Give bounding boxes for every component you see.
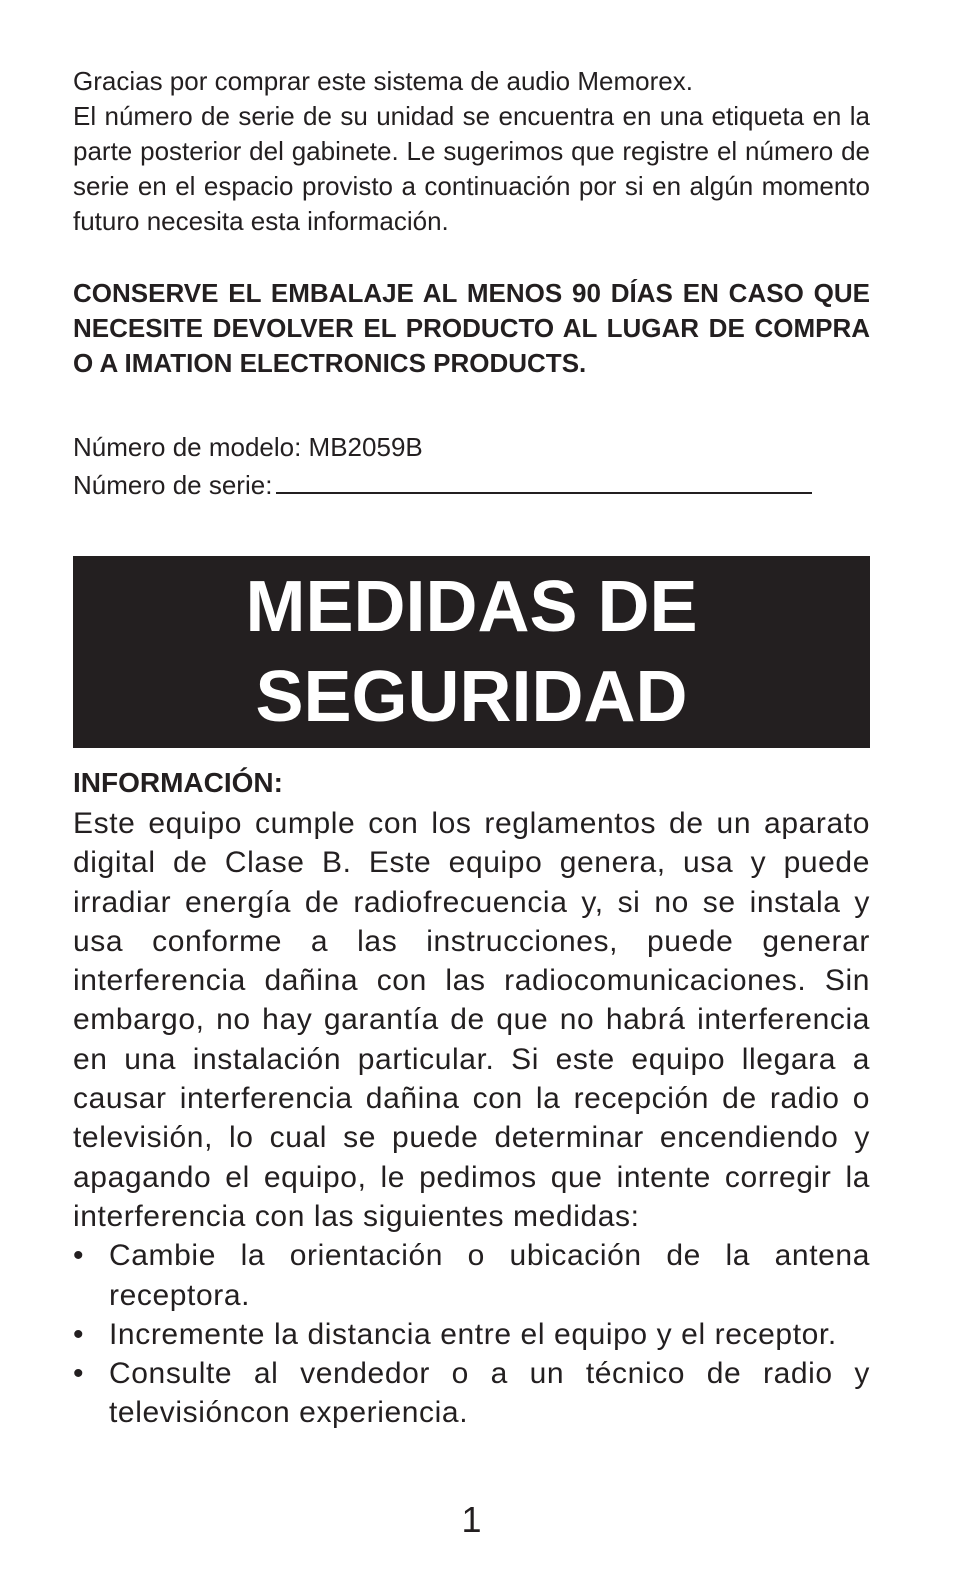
list-item <box>73 1315 870 1354</box>
bullet-icon: • <box>73 1357 85 1391</box>
list-item-text: Cambie la orientación o ubicación de la antena receptora. <box>109 1239 870 1312</box>
serial-number-label: Número de serie: <box>73 470 273 500</box>
info-heading: INFORMACIÓN: <box>73 767 283 798</box>
list-item <box>73 1236 870 1315</box>
banner-line-1: MEDIDAS DE <box>245 567 698 647</box>
info-body <box>73 804 870 1433</box>
list-item-text: Incremente la distancia entre el equipo y el receptor. <box>109 1317 837 1351</box>
safety-banner <box>73 556 870 748</box>
model-number-line: Número de modelo: MB2059B <box>73 432 423 462</box>
intro-section <box>73 64 870 239</box>
serial-number-instructions: El número de serie de su unidad se encuentra en una etiqueta en la parte posterior del gabinete. Le sugerimos que registre el número de serie en el espacio provisto a continuación por si en algún momento futuro necesita esta información. <box>73 101 870 236</box>
list-item-text: Consulte al vendedor o a un técnico de radio y televisióncon experiencia. <box>109 1357 870 1430</box>
serial-number-line <box>73 466 870 504</box>
measures-list <box>73 1236 870 1432</box>
page-number: 1 <box>461 1499 482 1540</box>
list-item <box>73 1354 870 1433</box>
banner-line-2: SEGURIDAD <box>255 657 688 737</box>
model-info <box>73 429 870 504</box>
serial-number-blank <box>276 466 812 494</box>
bullet-icon: • <box>73 1239 85 1273</box>
info-paragraph: Este equipo cumple con los reglamentos de un aparato digital de Clase B. Este equipo genera, usa y puede irradiar energía de radiofrecuencia y, si no se instala y usa conforme a las instrucciones, puede generar interferencia dañina con las radiocomunicaciones. Sin embargo, no hay garantía de que no habrá interferencia en una instalación particular. Si este equipo llegara a causar interferencia dañina con la recepción de radio o televisión, lo cual se puede determinar encendiendo y apagando el equipo, le pedimos que intente corregir la interferencia con las siguientes medidas: <box>73 807 870 1233</box>
packaging-warning: CONSERVE EL EMBALAJE AL MENOS 90 DÍAS EN CASO QUE NECESITE DEVOLVER EL PRODUCTO AL LUGAR DE COMPRA O A IMATION ELECTRONICS PRODUCTS. <box>73 278 870 378</box>
thank-you-line: Gracias por comprar este sistema de audio Memorex. <box>73 66 693 96</box>
bullet-icon: • <box>73 1317 85 1351</box>
